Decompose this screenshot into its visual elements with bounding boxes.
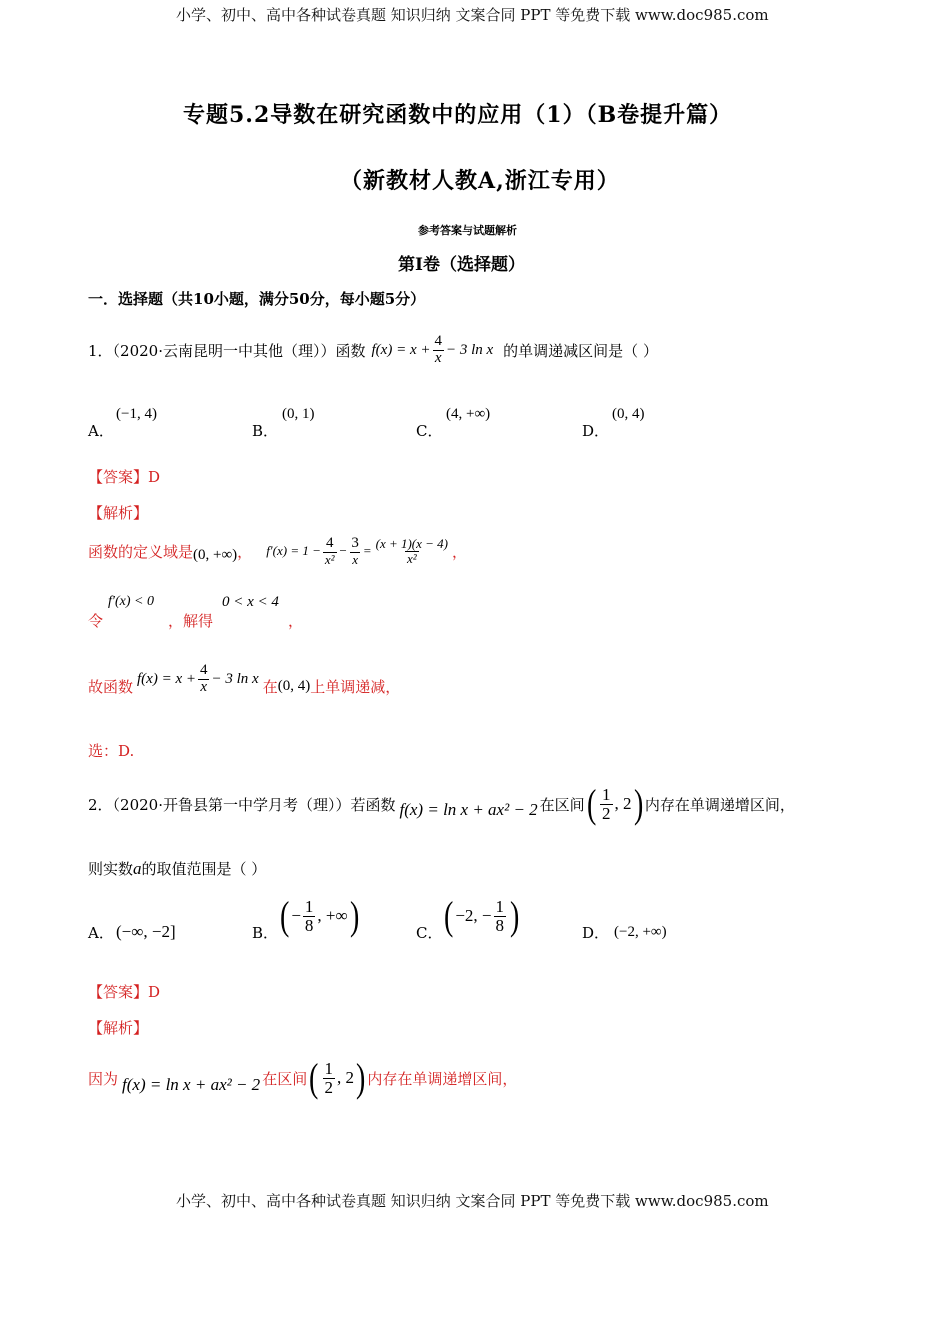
- q2-exp-fraction: [323, 1060, 336, 1097]
- q2-exp-pre: 因为: [88, 1069, 119, 1088]
- q2-exp-fx: f(x) = ln x + ax² − 2: [122, 1075, 261, 1094]
- q2-c-num: 1: [495, 896, 505, 916]
- q1-deriv-frac3: [374, 537, 450, 565]
- q2-opt-a-value: (−∞, −2]: [116, 922, 176, 941]
- q2-opt-b-value: [278, 893, 361, 938]
- q2-int-tail: , 2: [614, 794, 632, 813]
- q2-fx: f(x) = ln x + ax² − 2: [399, 800, 538, 819]
- q1-suffix: 的单调递减区间是（ ）: [503, 341, 658, 360]
- q1-answer: 【答案】D: [88, 468, 161, 486]
- q1-l2-cond: f′(x) < 0: [108, 594, 154, 609]
- q2-c-right-paren-icon: ): [510, 893, 520, 938]
- q1-fraction: [432, 334, 444, 367]
- q1-l2-mid: ，解得: [168, 612, 214, 630]
- q1-deriv-eq: =: [362, 543, 372, 559]
- q1-l3-fraction: [198, 663, 210, 696]
- q2-left-paren-icon: (: [586, 781, 597, 826]
- q2-answer: 【答案】D: [88, 983, 161, 1001]
- q1-deriv-end: ，: [452, 542, 468, 561]
- q1-d1-num: 4: [325, 535, 334, 551]
- q1-deriv-frac1: [323, 536, 337, 566]
- q2-opt-c-value: [442, 893, 521, 938]
- q2-opt-c-label[interactable]: C．: [416, 924, 443, 942]
- q2-opt-b-label[interactable]: B．: [252, 924, 279, 942]
- q1-analysis-label: 【解析】: [88, 504, 149, 522]
- q2-exp-tail: , 2: [337, 1068, 355, 1087]
- q1-options: [88, 406, 808, 446]
- q2-right-paren-icon: ): [633, 781, 643, 826]
- q1-l3-interval: (0, 4): [277, 678, 311, 694]
- q1-d1-den: x²: [324, 551, 335, 567]
- q1-opt-b-label[interactable]: B．: [252, 422, 279, 440]
- q2-analysis-line1: [88, 1055, 518, 1100]
- title-line1: 专题5.2导数在研究函数中的应用（1）（B卷提升篇）: [183, 102, 733, 128]
- q2-var: a: [133, 858, 142, 878]
- q1-l3-den: x: [200, 679, 208, 695]
- q1-d2-num: 3: [351, 535, 359, 551]
- q2-c-left-paren-icon: (: [443, 893, 454, 938]
- q2-exp-left-paren-icon: (: [309, 1055, 319, 1100]
- q1-opt-d-label[interactable]: D．: [582, 422, 610, 440]
- q1-l3-in: 在: [262, 678, 278, 696]
- q1-l3-text: 故函数: [88, 678, 134, 696]
- q1-prefix: 1．（2020·云南昆明一中其他（理））函数: [88, 341, 366, 360]
- q2-line2-end: 的取值范围是（ ）: [141, 860, 267, 878]
- q1-d2-den: x: [352, 551, 358, 567]
- q2-stem: [88, 781, 795, 826]
- q2-b-fraction: [303, 898, 316, 935]
- q1-analysis-line3: [88, 662, 400, 697]
- q1-analysis-line2: [88, 594, 388, 634]
- q2-opt-a-label[interactable]: A．: [88, 924, 114, 942]
- title-line2: （新教材人教A,浙江专用）: [340, 168, 620, 194]
- q1-l2-end: ，: [288, 612, 304, 630]
- q2-b-right-paren-icon: ): [349, 893, 359, 938]
- q1-frac-num: 4: [434, 333, 442, 349]
- q2-line2-text: 则实数: [88, 860, 134, 878]
- q1-opt-a-value: (−1, 4): [116, 406, 157, 422]
- q2-int-fraction: [600, 786, 613, 823]
- q1-opt-d-value: (0, 4): [612, 406, 645, 422]
- q1-l1-text: 函数的定义域是: [88, 542, 194, 561]
- q1-frac-den: x: [434, 349, 442, 366]
- q2-exp-right-paren-icon: ): [356, 1055, 366, 1100]
- volume-heading: 第Ⅰ卷（选择题）: [398, 255, 525, 275]
- q1-opt-a-label[interactable]: A．: [88, 422, 114, 440]
- q1-deriv-minus: −: [338, 543, 348, 559]
- q1-d3-num: (x + 1)(x − 4): [375, 536, 449, 552]
- q1-opt-c-label[interactable]: C．: [416, 422, 443, 440]
- q1-l3-end: 上单调递减，: [310, 678, 401, 696]
- q1-l3-num: 4: [199, 662, 208, 679]
- q2-b-left-paren-icon: (: [279, 893, 290, 938]
- q2-opt-d-label[interactable]: D．: [582, 924, 610, 942]
- q1-l3-tail: − 3 ln x: [211, 671, 259, 687]
- q1-analysis-line4: 选：D.: [88, 742, 135, 760]
- q1-d3-den: x²: [406, 550, 417, 566]
- q2-b-tail: , +∞: [317, 906, 348, 925]
- q1-fx: f(x) = x +: [371, 341, 431, 358]
- q2-c-head: −2, −: [455, 906, 492, 925]
- page-footer: 小学、初中、高中各种试卷真题 知识归纳 文案合同 PPT 等免费下载 www.doc985.com: [176, 1192, 769, 1210]
- q1-stem: [88, 334, 658, 367]
- q2-exp-end: 内存在单调递增区间，: [367, 1069, 518, 1088]
- q1-analysis-line1: [88, 536, 467, 566]
- page-header: 小学、初中、高中各种试卷真题 知识归纳 文案合同 PPT 等免费下载 www.doc985.com: [176, 6, 769, 24]
- q2-exp-mid: 在区间: [262, 1069, 308, 1088]
- q2-prefix: 2．（2020·开鲁县第一中学月考（理））若函数: [88, 795, 396, 814]
- q1-l1-comma: ，: [237, 542, 253, 561]
- q2-line2: [88, 858, 266, 879]
- q1-l1-domain: (0, +∞): [193, 546, 238, 563]
- q1-opt-b-value: (0, 1): [282, 406, 315, 422]
- q2-analysis-label: 【解析】: [88, 1019, 149, 1037]
- q2-exp-num: 1: [324, 1058, 334, 1078]
- q2-c-den: 8: [495, 915, 505, 935]
- section-heading: 一．选择题（共10小题，满分50分，每小题5分）: [88, 290, 426, 308]
- q2-int-den: 2: [602, 803, 611, 823]
- subtitle: 参考答案与试题解析: [418, 224, 517, 237]
- q2-b-num: 1: [304, 896, 314, 916]
- q1-deriv-lhs: f′(x) = 1 −: [266, 543, 321, 559]
- q2-c-fraction: [494, 898, 507, 935]
- q1-l3-fx: f(x) = x +: [137, 671, 196, 687]
- q1-opt-c-value: (4, +∞): [446, 406, 491, 422]
- q1-l2-sol: 0 < x < 4: [222, 594, 279, 610]
- q2-b-sign: −: [291, 906, 301, 925]
- q2-mid: 在区间: [539, 795, 585, 814]
- q2-int-num: 1: [602, 784, 611, 804]
- q1-tail: − 3 ln x: [445, 341, 494, 358]
- q1-deriv-frac2: [349, 536, 361, 566]
- q2-b-den: 8: [304, 915, 314, 935]
- q2-suffix: 内存在单调递增区间，: [644, 795, 795, 814]
- q2-opt-d-value: (−2, +∞): [614, 924, 667, 940]
- q2-exp-den: 2: [324, 1077, 334, 1097]
- q1-l2-ling: 令: [88, 612, 104, 630]
- q2-options: [88, 893, 808, 952]
